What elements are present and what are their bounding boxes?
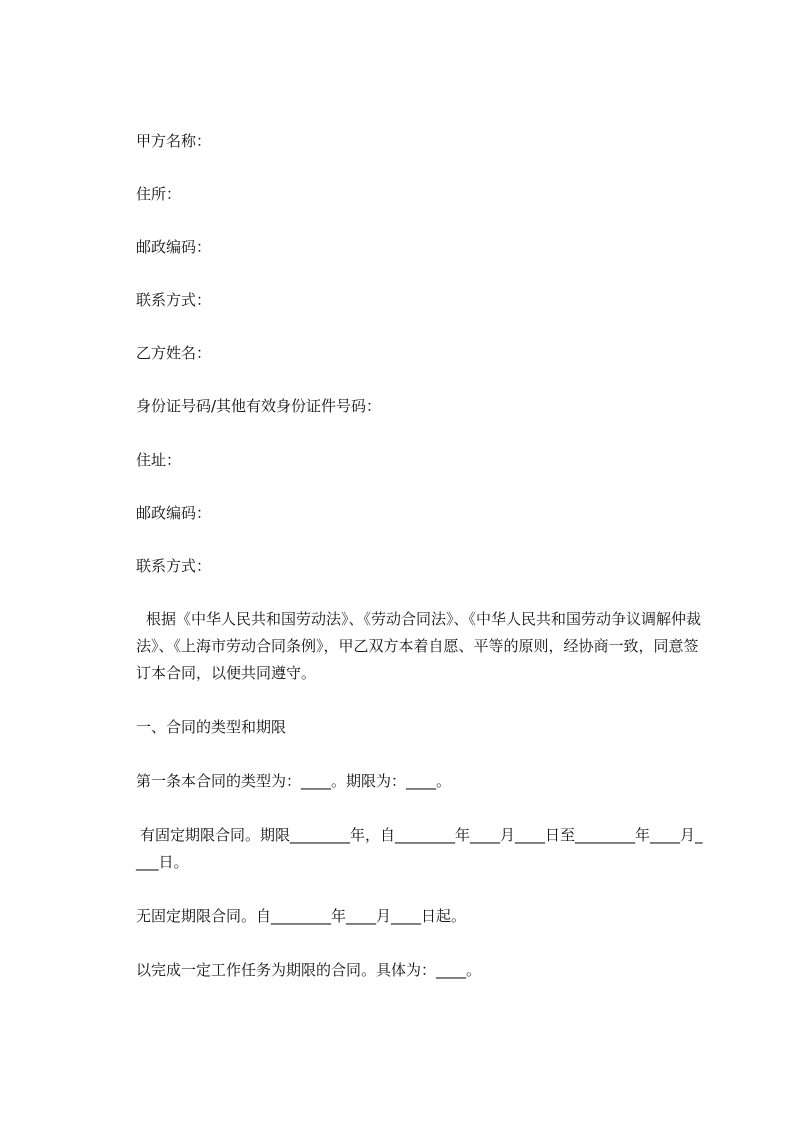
party-b-postcode-label: 邮政编码： — [136, 504, 212, 522]
party-a-contact-label: 联系方式： — [136, 291, 212, 309]
open-term-clause: 无固定期限合同。自________年____月____日起。 — [136, 907, 467, 925]
party-a-address-label: 住所： — [136, 185, 182, 203]
party-b-contact-label: 联系方式： — [136, 557, 212, 575]
fixed-term-clause: 有固定期限合同。期限________年，自________年____月____日至________年____月____日。 — [136, 826, 703, 871]
party-b-address-label: 住址： — [136, 451, 182, 469]
party-b-name-label: 乙方姓名： — [136, 344, 212, 362]
party-a-postcode-label: 邮政编码： — [136, 238, 212, 256]
task-term-clause: 以完成一定工作任务为期限的合同。具体为：____。 — [136, 961, 482, 979]
article-1: 第一条本合同的类型为：____。期限为：____。 — [136, 772, 452, 790]
party-a-name-label: 甲方名称： — [136, 132, 212, 150]
preamble-paragraph: 根据《中华人民共和国劳动法》、《劳动合同法》、《中华人民共和国劳动争议调解仲裁法》、《上海市劳动合同条例》，甲乙双方本着自愿、平等的原则，经协商一致，同意签订本合同，以便共同遵守。 — [136, 610, 702, 682]
party-b-id-label: 身份证号码/其他有效身份证件号码： — [136, 397, 382, 415]
section-heading: 一、合同的类型和期限 — [136, 718, 287, 736]
